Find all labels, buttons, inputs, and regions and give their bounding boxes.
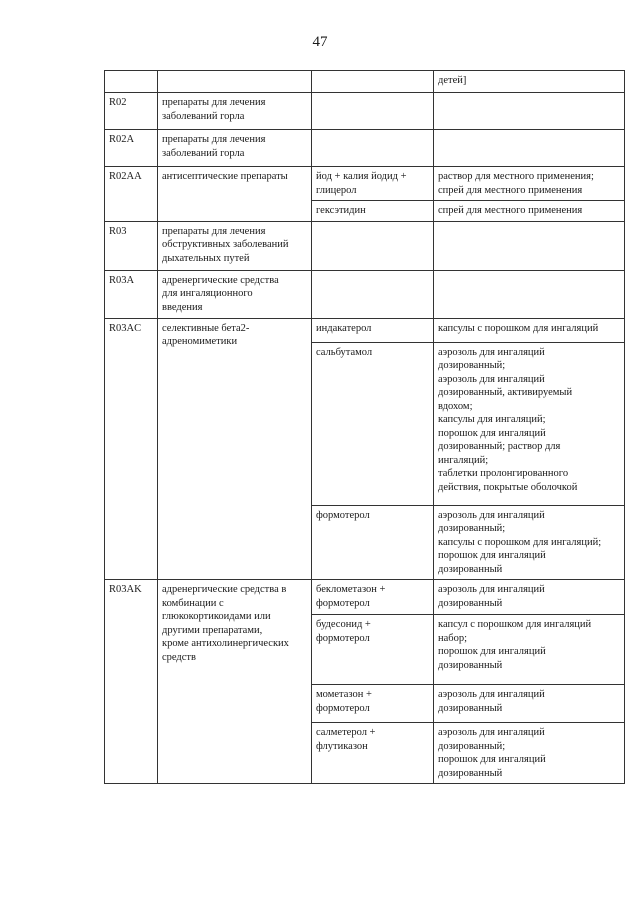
table-row: [105, 221, 625, 270]
dosage-form-cell: аэрозоль для ингаляций дозированный: [434, 685, 625, 723]
drug-name-cell: [312, 71, 434, 93]
atc-group-name-cell: препараты для лечения заболеваний горла: [158, 93, 312, 130]
drug-name-cell: [312, 93, 434, 130]
table-row: [105, 93, 625, 130]
drug-name-cell: [312, 221, 434, 270]
table-row: [105, 130, 625, 167]
page-number: 47: [312, 34, 328, 50]
drug-name-cell: беклометазон + формотерол: [312, 580, 434, 615]
dosage-form-cell: [434, 270, 625, 318]
dosage-form-cell: аэрозоль для ингаляций дозированный; аэрозоль для ингаляций дозированный, активируемый вдохом; капсулы для ингаляций; порошок для ингаляций дозированный; раствор для ингаляций; таблетки пролонгированного действия, покрытые оболочкой: [434, 342, 625, 505]
drug-name-cell: йод + калия йодид + глицерол: [312, 167, 434, 201]
drug-name-cell: индакатерол: [312, 318, 434, 342]
atc-code-cell: R02AA: [105, 167, 158, 222]
table-body: [105, 71, 625, 784]
atc-group-name-cell: препараты для лечения обструктивных заболеваний дыхательных путей: [158, 221, 312, 270]
drug-name-cell: салметерол + флутиказон: [312, 723, 434, 784]
atc-code-cell: R03A: [105, 270, 158, 318]
dosage-form-cell: [434, 221, 625, 270]
table-row: [105, 580, 625, 615]
atc-group-name-cell: [158, 71, 312, 93]
table-row: [105, 167, 625, 201]
atc-code-cell: [105, 71, 158, 93]
table-row: [105, 270, 625, 318]
atc-code-cell: R03: [105, 221, 158, 270]
dosage-form-cell: капсулы с порошком для ингаляций: [434, 318, 625, 342]
atc-group-name-cell: селективные бета2- адреномиметики: [158, 318, 312, 580]
dosage-form-cell: аэрозоль для ингаляций дозированный; капсулы с порошком для ингаляций; порошок для ингаляций дозированный: [434, 505, 625, 580]
atc-group-name-cell: антисептические препараты: [158, 167, 312, 222]
drug-name-cell: мометазон + формотерол: [312, 685, 434, 723]
atc-code-cell: R03AK: [105, 580, 158, 784]
atc-group-name-cell: препараты для лечения заболеваний горла: [158, 130, 312, 167]
drug-name-cell: [312, 130, 434, 167]
atc-code-cell: R02A: [105, 130, 158, 167]
atc-code-cell: R03AC: [105, 318, 158, 580]
dosage-form-cell: аэрозоль для ингаляций дозированный: [434, 580, 625, 615]
table-row: [105, 71, 625, 93]
table-row: [105, 318, 625, 342]
drug-name-cell: гексэтидин: [312, 201, 434, 222]
dosage-form-cell: [434, 130, 625, 167]
dosage-form-cell: спрей для местного применения: [434, 201, 625, 222]
drug-table: [104, 70, 625, 784]
drug-name-cell: будесонид + формотерол: [312, 615, 434, 685]
drug-name-cell: сальбутамол: [312, 342, 434, 505]
drug-name-cell: формотерол: [312, 505, 434, 580]
atc-group-name-cell: адренергические средства для ингаляционного введения: [158, 270, 312, 318]
drug-name-cell: [312, 270, 434, 318]
dosage-form-cell: аэрозоль для ингаляций дозированный; порошок для ингаляций дозированный: [434, 723, 625, 784]
dosage-form-cell: [434, 93, 625, 130]
dosage-form-cell: детей]: [434, 71, 625, 93]
atc-code-cell: R02: [105, 93, 158, 130]
dosage-form-cell: раствор для местного применения; спрей для местного применения: [434, 167, 625, 201]
atc-group-name-cell: адренергические средства в комбинации с глюкокортикоидами или другими препаратами, кроме антихолинергических средств: [158, 580, 312, 784]
dosage-form-cell: капсул с порошком для ингаляций набор; порошок для ингаляций дозированный: [434, 615, 625, 685]
